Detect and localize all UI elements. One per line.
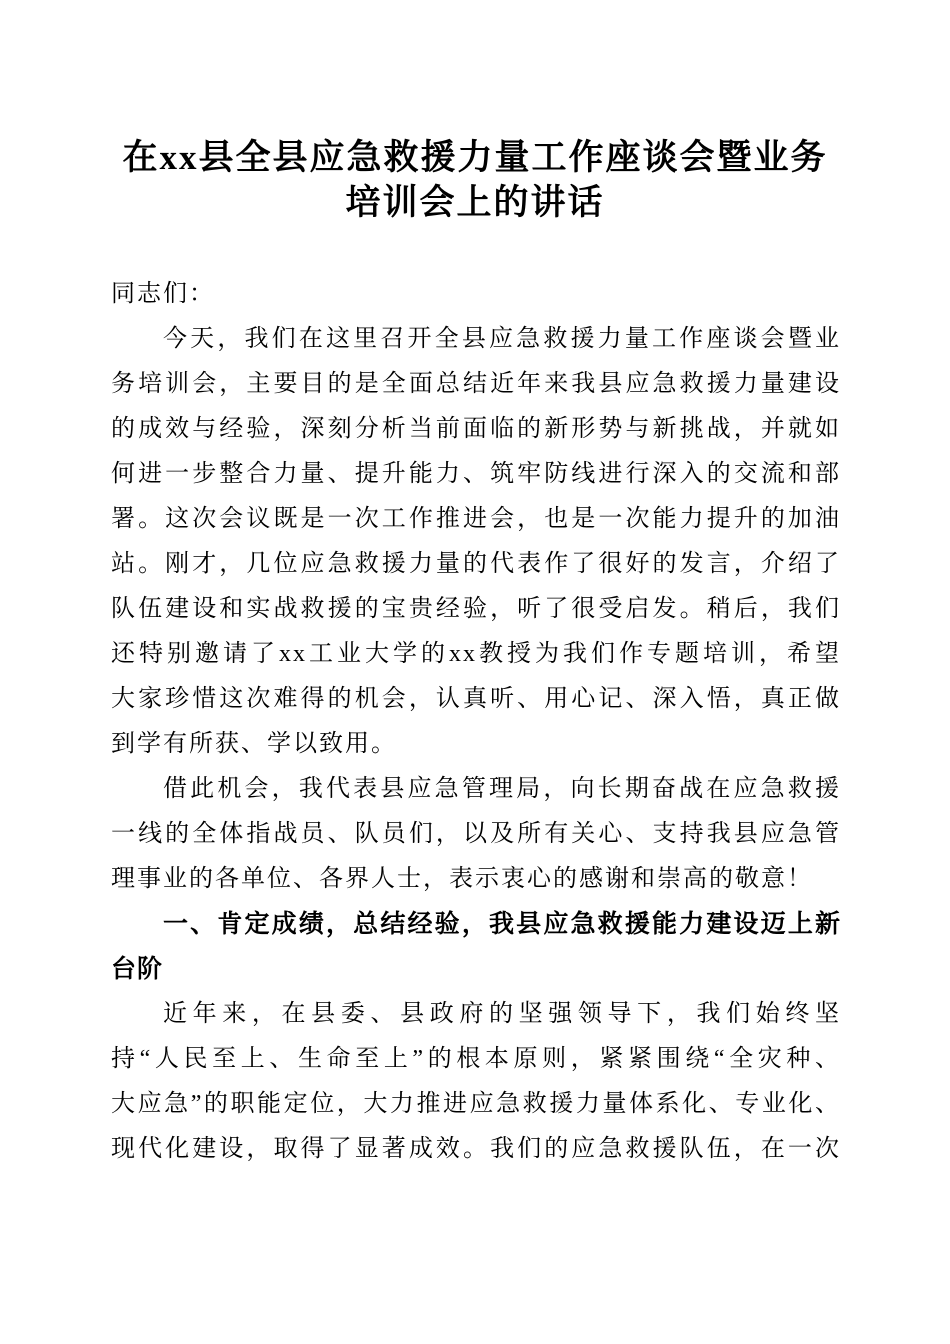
text-line: 站。刚才，几位应急救援力量的代表作了很好的发言，介绍了 — [111, 551, 841, 577]
text-line: 大应急”的职能定位，大力推进应急救援力量体系化、专业化、 — [111, 1091, 841, 1117]
text-line: 今天，我们在这里召开全县应急救援力量工作座谈会暨业 — [163, 326, 841, 352]
text-line: 大家珍惜这次难得的机会，认真听、用心记、深入悟，真正做 — [111, 686, 841, 712]
text-line: 一线的全体指战员、队员们，以及所有关心、支持我县应急管 — [111, 821, 841, 847]
text-line: 何进一步整合力量、提升能力、筑牢防线进行深入的交流和部 — [111, 461, 841, 487]
text-line: 同志们： — [111, 281, 215, 307]
text-line: 的成效与经验，深刻分析当前面临的新形势与新挑战，并就如 — [111, 416, 841, 442]
text-line: 现代化建设，取得了显著成效。我们的应急救援队伍，在一次 — [111, 1136, 841, 1162]
text-line: 署。这次会议既是一次工作推进会，也是一次能力提升的加油 — [111, 506, 841, 532]
section-heading-line: 台阶 — [111, 955, 164, 983]
section-heading-line: 一、肯定成绩，总结经验，我县应急救援能力建设迈上新 — [163, 910, 841, 938]
text-line: 到学有所获、学以致用。 — [111, 731, 397, 757]
text-line: 理事业的各单位、各界人士，表示衷心的感谢和崇高的敬意！ — [111, 866, 813, 892]
document-body — [111, 272, 841, 1172]
title-line-2: 培训会上的讲话 — [345, 183, 605, 222]
text-line: 务培训会，主要目的是全面总结近年来我县应急救援力量建设 — [111, 371, 841, 397]
text-line: 还特别邀请了xx工业大学的xx教授为我们作专题培训，希望 — [111, 641, 841, 667]
text-line: 近年来，在县委、县政府的坚强领导下，我们始终坚 — [163, 1001, 841, 1027]
text-line: 队伍建设和实战救援的宝贵经验，听了很受启发。稍后，我们 — [111, 596, 841, 622]
document-title — [0, 135, 950, 225]
text-line: 持“人民至上、生命至上”的根本原则，紧紧围绕“全灾种、 — [111, 1046, 841, 1072]
title-line-1: 在xx县全县应急救援力量工作座谈会暨业务 — [122, 138, 828, 177]
text-line: 借此机会，我代表县应急管理局，向长期奋战在应急救援 — [163, 776, 841, 802]
